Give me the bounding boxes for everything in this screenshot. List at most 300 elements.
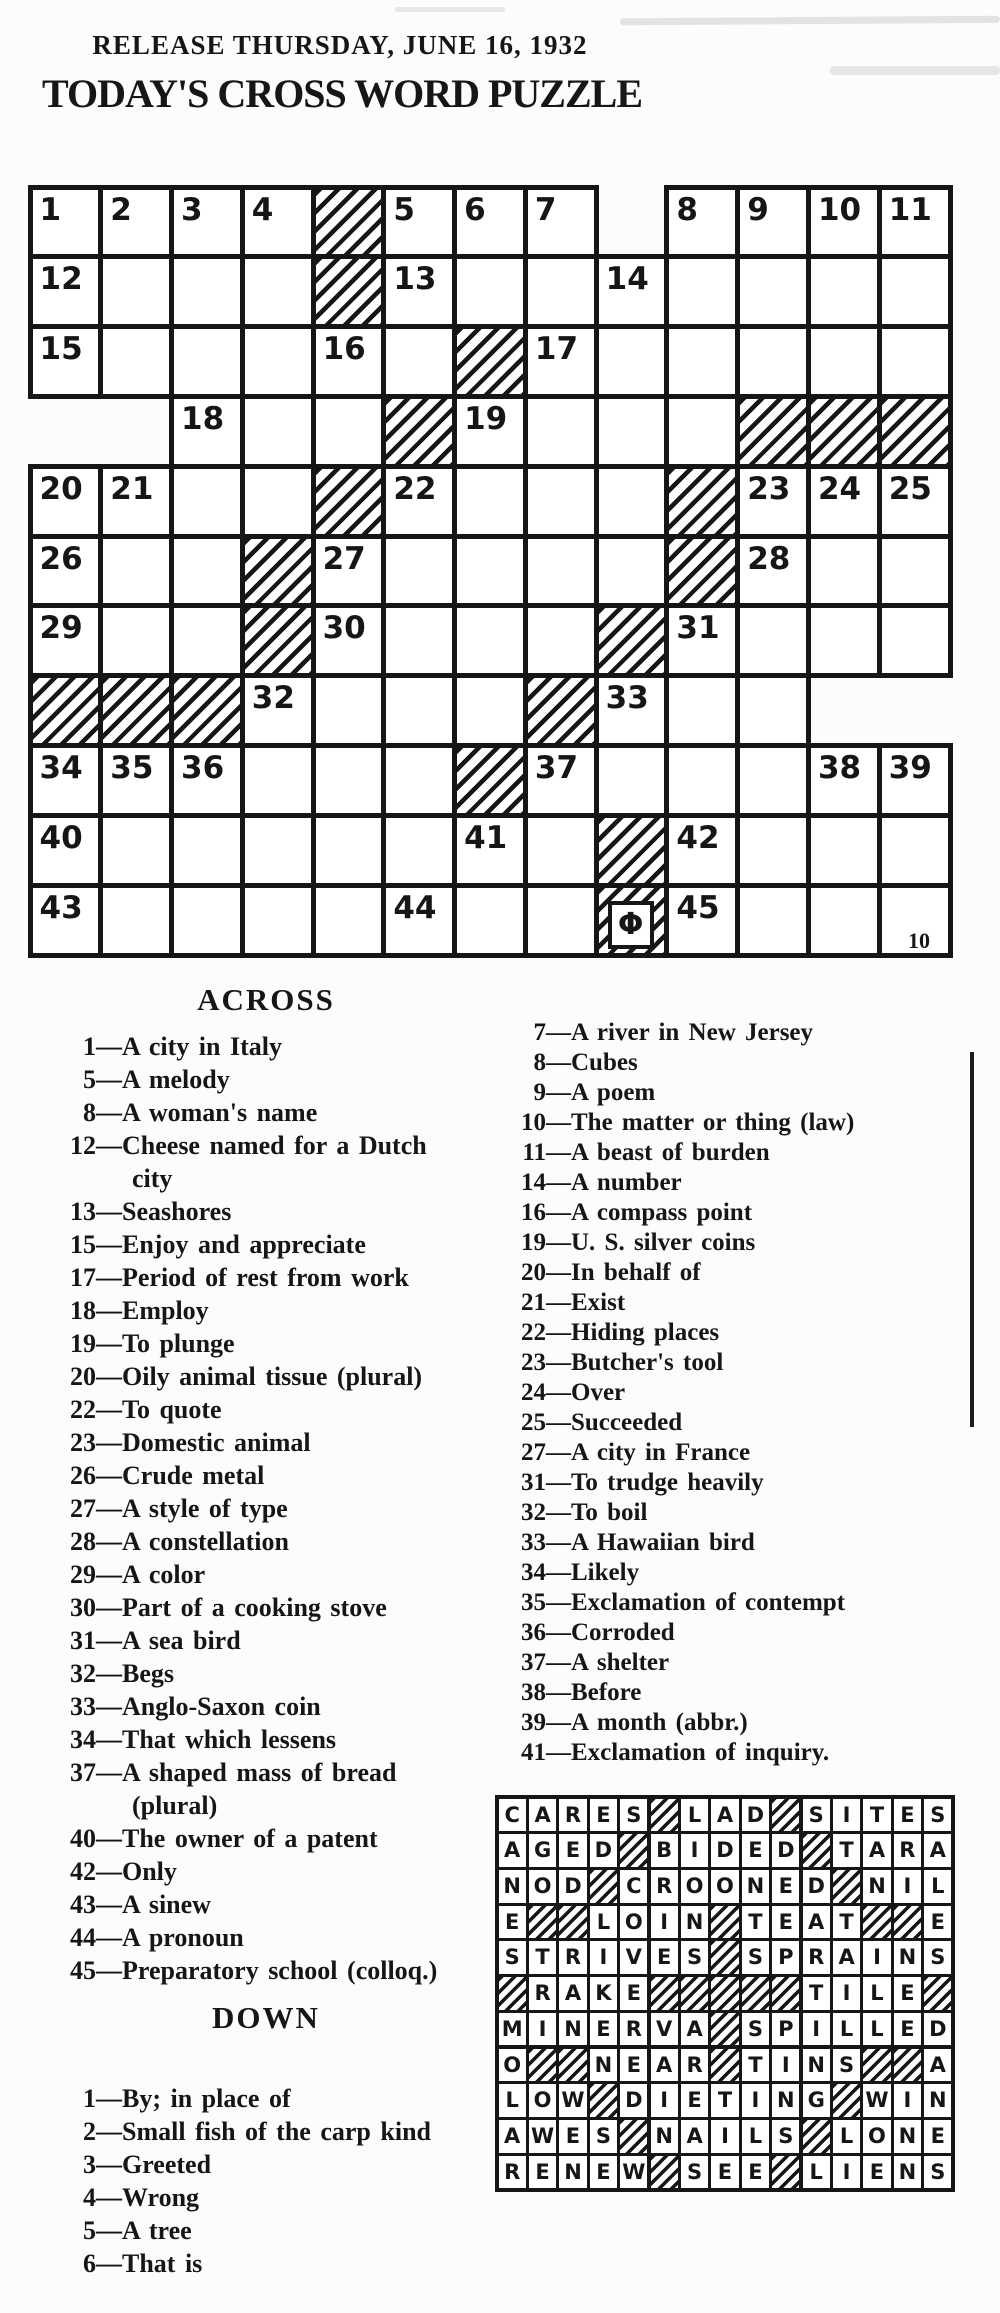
grid-cell[interactable] (599, 539, 665, 604)
grid-cell[interactable] (174, 329, 240, 394)
grid-cell[interactable] (669, 818, 735, 883)
solution-cell (772, 2013, 799, 2046)
clue-text: A color (122, 1560, 206, 1589)
grid-cell[interactable] (599, 748, 665, 813)
grid-cell[interactable] (103, 539, 169, 604)
solution-letter: I (903, 1874, 912, 1899)
grid-cell[interactable] (740, 259, 806, 324)
grid-cell[interactable] (103, 259, 169, 324)
solution-letter: A (564, 1981, 582, 2006)
grid-cell[interactable] (528, 259, 594, 324)
clue-text: The matter or thing (law) (571, 1109, 855, 1136)
solution-cell (499, 1906, 526, 1939)
grid-cell[interactable] (882, 608, 948, 673)
solution-letter: T (717, 2088, 733, 2113)
solution-cell (742, 1799, 769, 1832)
grid-cell[interactable] (528, 399, 594, 464)
grid-cell[interactable] (882, 329, 948, 394)
solution-cell (894, 2084, 921, 2117)
scan-artifact (620, 16, 1000, 26)
grid-cell[interactable] (599, 678, 665, 743)
clue-text: A sinew (122, 1890, 211, 1919)
solution-letter: O (624, 1909, 643, 1934)
clue-dash: — (546, 1319, 571, 1346)
grid-cell[interactable] (33, 190, 99, 255)
grid-cell[interactable] (103, 818, 169, 883)
cell-number: 28 (747, 540, 791, 577)
grid-cell[interactable] (669, 399, 735, 464)
black-cell (528, 678, 594, 743)
grid-cell[interactable] (811, 748, 877, 813)
grid-cell[interactable] (528, 818, 594, 883)
grid-cell[interactable] (669, 190, 735, 255)
clue-text: Part of a cooking stove (122, 1593, 387, 1622)
grid-cell[interactable] (33, 469, 99, 534)
solution-letter: A (504, 2124, 521, 2149)
solution-cell (863, 1977, 890, 2010)
grid-cell[interactable] (103, 329, 169, 394)
solution-cell (559, 1834, 586, 1867)
solution-cell (590, 2120, 617, 2153)
grid-cell[interactable] (316, 608, 382, 673)
clue-number: 5 (83, 1065, 96, 1094)
cell-number: 5 (393, 191, 415, 228)
black-cell (316, 190, 382, 255)
grid-cell[interactable] (386, 748, 452, 813)
grid-cell[interactable] (740, 539, 806, 604)
solution-cell (924, 2120, 951, 2153)
clue-dash: — (96, 1758, 122, 1787)
clue-item (36, 1030, 506, 1063)
grid-cell[interactable] (669, 329, 735, 394)
clue-item (36, 1921, 506, 1954)
clue-item (498, 1288, 993, 1318)
grid-cell[interactable] (386, 818, 452, 883)
grid-corner-mark: 10 (908, 928, 930, 953)
grid-cell[interactable] (457, 190, 523, 255)
clue-dash: — (546, 1349, 571, 1376)
cell-number: 24 (817, 470, 862, 507)
solution-cell (863, 1870, 890, 1903)
solution-cell (894, 2156, 921, 2189)
grid-cell[interactable] (811, 190, 877, 255)
solution-letter: G (807, 2088, 825, 2113)
clue-number: 27 (521, 1439, 546, 1466)
cell-number: 35 (110, 750, 154, 787)
clue-dash: — (96, 1329, 122, 1358)
grid-cell[interactable] (811, 469, 877, 534)
grid-cell[interactable] (669, 259, 735, 324)
grid-cell[interactable] (174, 539, 240, 604)
clue-text: Oily animal tissue (plural) (122, 1362, 423, 1391)
solution-letter: L (870, 2016, 884, 2041)
grid-cell[interactable] (33, 259, 99, 324)
clue-item (498, 1138, 993, 1168)
grid-cell[interactable] (316, 399, 382, 464)
grid-cell[interactable] (599, 469, 665, 534)
grid-cell[interactable] (103, 469, 169, 534)
grid-cell[interactable] (33, 608, 99, 673)
grid-cell[interactable] (174, 748, 240, 813)
grid-cell[interactable] (245, 678, 311, 743)
clue-item (36, 1855, 506, 1888)
grid-cell[interactable] (457, 888, 523, 953)
clue-text: Exclamation of contempt (571, 1589, 846, 1616)
grid-cell[interactable] (669, 748, 735, 813)
scan-artifact (395, 7, 505, 12)
solution-letter: K (595, 1981, 612, 2006)
grid-cell[interactable] (740, 748, 806, 813)
cell-number: 18 (181, 400, 225, 437)
grid-cell[interactable] (316, 818, 382, 883)
grid-cell[interactable] (740, 818, 806, 883)
solution-cell (833, 2120, 860, 2153)
solution-cell (620, 1870, 647, 1903)
grid-cell[interactable] (528, 469, 594, 534)
grid-cell[interactable] (811, 888, 877, 953)
grid-cell[interactable] (386, 888, 452, 953)
cell-number: 17 (534, 331, 579, 368)
grid-cell[interactable] (386, 539, 452, 604)
black-cell (599, 888, 665, 953)
clue-item (36, 1129, 506, 1162)
clue-text: A Hawaiian bird (571, 1529, 755, 1556)
grid-cell[interactable] (386, 678, 452, 743)
clue-dash: — (96, 1230, 122, 1259)
clue-dash: — (96, 2084, 122, 2113)
cell-number: 1 (39, 191, 62, 228)
solution-cell (924, 2084, 951, 2117)
clue-dash: — (96, 1428, 122, 1457)
solution-letter: R (808, 1945, 825, 1970)
solution-letter: E (535, 2159, 550, 2184)
clue-text: Crude metal (122, 1461, 265, 1490)
cell-number: 41 (464, 819, 508, 856)
black-cell (245, 608, 311, 673)
clue-text: A city in Italy (122, 1032, 282, 1061)
solution-cell (590, 2049, 617, 2082)
clue-number: 6 (83, 2249, 96, 2278)
grid-cell[interactable] (33, 748, 99, 813)
solution-cell (620, 1799, 647, 1832)
grid-cell[interactable] (386, 329, 452, 394)
cell-number: 42 (676, 819, 720, 856)
solution-letter: I (538, 2016, 547, 2041)
grid-cell[interactable] (528, 608, 594, 673)
grid-cell[interactable] (457, 818, 523, 883)
grid-cell[interactable] (882, 259, 948, 324)
clue-item (36, 1195, 506, 1228)
solution-cell (620, 2013, 647, 2046)
clue-dash: — (546, 1199, 571, 1226)
cell-number: 29 (39, 610, 83, 647)
grid-cell[interactable] (811, 818, 877, 883)
solution-cell (681, 2156, 708, 2189)
grid-cell[interactable] (245, 748, 311, 813)
clue-text: A shelter (571, 1649, 670, 1676)
grid-cell[interactable] (316, 748, 382, 813)
clue-number: 37 (70, 1758, 96, 1787)
clue-item (498, 1558, 993, 1588)
solution-letter: N (807, 2052, 825, 2077)
solution-letter: S (930, 1945, 946, 1970)
clue-text-continuation: city (132, 1164, 173, 1193)
grid-cell[interactable] (669, 608, 735, 673)
solution-letter: E (596, 2016, 611, 2041)
clue-item (498, 1228, 993, 1258)
clue-number: 24 (521, 1379, 546, 1406)
grid-cell[interactable] (811, 259, 877, 324)
solution-cell (833, 2049, 860, 2082)
solution-cell (833, 2156, 860, 2189)
grid-cell[interactable] (528, 539, 594, 604)
clue-dash: — (96, 2216, 122, 2245)
grid-cell[interactable] (174, 190, 240, 255)
grid-cell[interactable] (599, 399, 665, 464)
clue-text: Wrong (122, 2183, 200, 2212)
solution-cell (833, 1799, 860, 1832)
solution-cell (863, 2120, 890, 2153)
solution-cell (711, 2120, 738, 2153)
grid-cell[interactable] (316, 539, 382, 604)
grid-cell[interactable] (882, 190, 948, 255)
solution-cell (772, 2084, 799, 2117)
clue-dash: — (96, 1956, 122, 1985)
grid-cell[interactable] (599, 329, 665, 394)
clue-text: To boil (571, 1499, 648, 1526)
solution-letter: L (931, 1874, 945, 1899)
grid-cell[interactable] (174, 818, 240, 883)
clue-number: 23 (70, 1428, 96, 1457)
grid-cell[interactable] (245, 888, 311, 953)
grid-cell[interactable] (174, 888, 240, 953)
grid-cell[interactable] (245, 399, 311, 464)
clue-number: 17 (70, 1263, 96, 1292)
solution-cell (894, 1870, 921, 1903)
clue-dash: — (96, 2183, 122, 2212)
clue-text: That is (122, 2249, 203, 2278)
clue-dash: — (96, 1857, 122, 1886)
clue-number: 23 (521, 1349, 546, 1376)
clue-number: 13 (70, 1197, 96, 1226)
solution-letter: D (594, 1838, 613, 1863)
clue-dash: — (546, 1259, 571, 1286)
grid-cell[interactable] (457, 678, 523, 743)
grid-cell[interactable] (882, 748, 948, 813)
clue-text: Exclamation of inquiry. (571, 1739, 830, 1766)
grid-cell[interactable] (245, 329, 311, 394)
grid-cell[interactable] (174, 399, 240, 464)
solution-cell (863, 1941, 890, 1974)
solution-cell (529, 2084, 556, 2117)
clue-item (36, 1063, 506, 1096)
grid-cell[interactable] (669, 678, 735, 743)
clue-item (498, 1618, 993, 1648)
clue-number: 31 (521, 1469, 546, 1496)
grid-cell[interactable] (528, 329, 594, 394)
clue-text: A month (abbr.) (571, 1709, 748, 1736)
clue-text: Cheese named for a Dutch (122, 1131, 427, 1160)
grid-cell[interactable] (103, 748, 169, 813)
grid-cell[interactable] (174, 259, 240, 324)
solution-cell (559, 1870, 586, 1903)
solution-letter: E (778, 1874, 793, 1899)
solution-letter: L (505, 2088, 519, 2113)
clue-item (36, 1360, 506, 1393)
solution-letter: I (751, 2088, 760, 2113)
clue-text: Employ (122, 1296, 209, 1325)
grid-cell[interactable] (33, 818, 99, 883)
clue-dash: — (96, 1065, 122, 1094)
solution-letter: I (873, 1945, 881, 1970)
grid-cell[interactable] (457, 469, 523, 534)
solution-black-cell (590, 2084, 617, 2117)
solution-cell (742, 1941, 769, 1974)
solution-letter: D (564, 1874, 582, 1899)
grid-cell[interactable] (33, 329, 99, 394)
solution-letter: P (778, 2016, 794, 2041)
solution-letter: R (656, 1874, 673, 1899)
grid-cell[interactable] (245, 818, 311, 883)
solution-cell (742, 2120, 769, 2153)
grid-cell[interactable] (740, 469, 806, 534)
cell-number: 30 (322, 610, 366, 647)
grid-cell[interactable] (528, 190, 594, 255)
grid-cell[interactable] (740, 608, 806, 673)
clue-item (36, 2181, 506, 2214)
grid-cell[interactable] (457, 259, 523, 324)
clue-number: 22 (70, 1395, 96, 1424)
grid-cell[interactable] (457, 608, 523, 673)
grid-cell[interactable] (386, 190, 452, 255)
solution-cell (681, 1870, 708, 1903)
solution-cell (803, 1906, 830, 1939)
grid-cell[interactable] (811, 608, 877, 673)
solution-cell (620, 2049, 647, 2082)
cell-number: 16 (322, 331, 366, 368)
solution-cell (590, 1834, 617, 1867)
cell-number: 27 (322, 540, 366, 577)
grid-cell[interactable] (811, 329, 877, 394)
solution-letter: A (686, 2124, 703, 2149)
solution-black-cell (803, 1834, 830, 1867)
grid-cell[interactable] (740, 888, 806, 953)
grid-cell[interactable] (103, 608, 169, 673)
solution-black-cell (833, 1870, 860, 1903)
solution-letter: A (716, 1802, 734, 1827)
clue-text: Hiding places (571, 1319, 720, 1346)
grid-cell[interactable] (740, 190, 806, 255)
grid-cell[interactable] (33, 539, 99, 604)
solution-letter: A (868, 1838, 886, 1863)
grid-cell[interactable] (174, 608, 240, 673)
solution-cell (499, 2049, 526, 2082)
cell-number: 2 (110, 191, 132, 228)
clue-text: To quote (122, 1395, 222, 1424)
grid-cell[interactable] (33, 888, 99, 953)
solution-cell (681, 1799, 708, 1832)
clue-number: 42 (70, 1857, 96, 1886)
clue-text: Likely (571, 1559, 640, 1586)
grid-cell[interactable] (245, 190, 311, 255)
solution-letter: E (565, 2124, 581, 2149)
solution-cell (559, 1941, 586, 1974)
grid-cell[interactable] (457, 399, 523, 464)
solution-black-cell (559, 1906, 586, 1939)
solution-letter: E (748, 1838, 763, 1863)
clue-item (36, 1525, 506, 1558)
solution-letter: R (564, 1802, 582, 1827)
solution-black-cell (833, 2084, 860, 2117)
clue-text: Butcher's tool (571, 1349, 724, 1376)
clue-item (36, 1888, 506, 1921)
grid-cell[interactable] (316, 329, 382, 394)
grid-cell[interactable] (457, 539, 523, 604)
clue-item (36, 1327, 506, 1360)
solution-cell (742, 2013, 769, 2046)
grid-cell[interactable] (103, 888, 169, 953)
solution-letter: T (748, 1909, 763, 1934)
cell-number: 3 (181, 191, 203, 228)
scan-artifact (830, 66, 1000, 75)
grid-cell[interactable] (245, 259, 311, 324)
grid-cell[interactable] (882, 539, 948, 604)
clue-number: 14 (521, 1169, 546, 1196)
grid-cell[interactable] (386, 259, 452, 324)
cell-number: 43 (39, 889, 83, 926)
solution-cell (651, 1870, 678, 1903)
clue-text: A city in France (571, 1439, 751, 1466)
grid-cell[interactable] (599, 259, 665, 324)
grid-cell[interactable] (882, 469, 948, 534)
grid-cell[interactable] (386, 469, 452, 534)
solution-cell (833, 1941, 860, 1974)
clue-text: A poem (571, 1079, 656, 1106)
solution-black-cell (651, 2156, 678, 2189)
grid-cell[interactable] (174, 469, 240, 534)
grid-cell[interactable] (882, 818, 948, 883)
clue-dash: — (96, 2117, 122, 2146)
grid-cell[interactable] (316, 678, 382, 743)
grid-cell[interactable] (386, 608, 452, 673)
clue-number: 5 (83, 2216, 96, 2245)
clue-item (36, 1954, 506, 1987)
solution-letter: R (534, 1981, 551, 2006)
grid-cell[interactable] (245, 469, 311, 534)
solution-letter: S (626, 1802, 642, 1827)
solution-cell (803, 1977, 830, 2010)
clue-dash: — (546, 1559, 571, 1586)
solution-letter: A (808, 1909, 825, 1934)
grid-cell[interactable] (669, 888, 735, 953)
clue-item (36, 1624, 506, 1657)
grid-cell[interactable] (103, 190, 169, 255)
grid-cell[interactable] (528, 748, 594, 813)
grid-cell[interactable] (316, 888, 382, 953)
grid-cell[interactable] (528, 888, 594, 953)
clue-dash: — (96, 1494, 122, 1523)
solution-letter: E (626, 1981, 641, 2006)
solution-black-cell (924, 1977, 951, 2010)
solution-cell (681, 1834, 708, 1867)
solution-letter: A (929, 1838, 946, 1863)
grid-cell[interactable] (811, 539, 877, 604)
grid-cell[interactable] (740, 678, 806, 743)
solution-cell (742, 1906, 769, 1939)
clue-number: 25 (521, 1409, 546, 1436)
grid-cell[interactable] (740, 329, 806, 394)
solution-letter: E (565, 1838, 581, 1863)
